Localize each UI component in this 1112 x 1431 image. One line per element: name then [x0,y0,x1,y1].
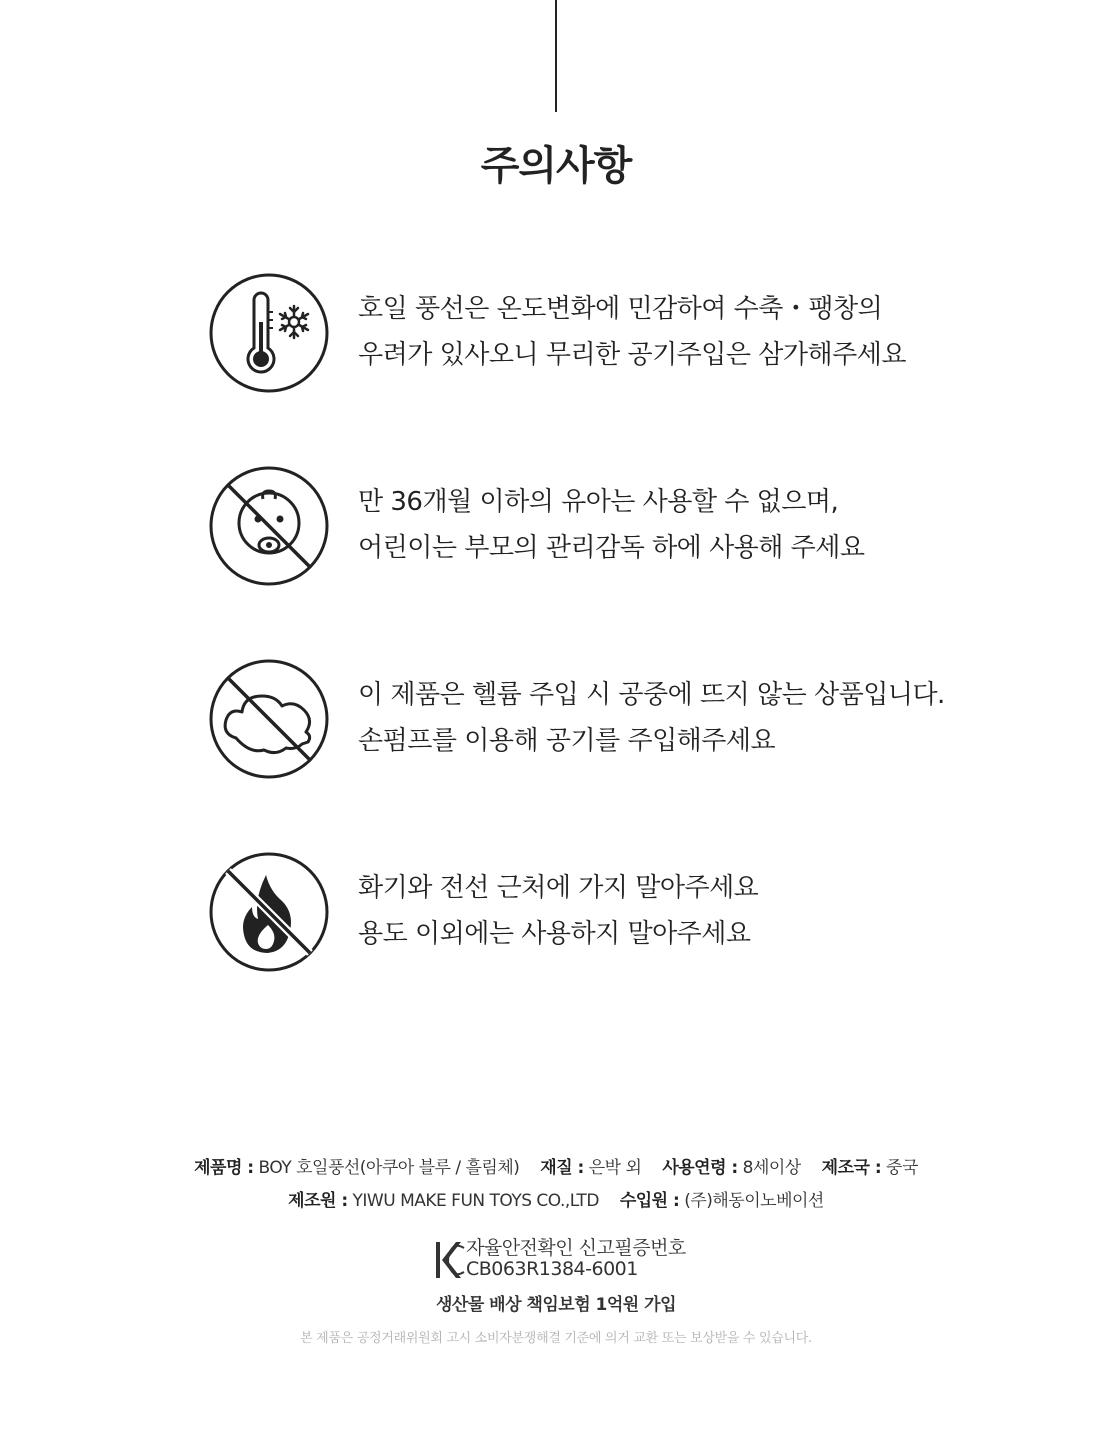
kc-mark-icon [434,1240,466,1280]
caution-line: 손펌프를 이용해 공기를 주입해주세요 [358,726,776,756]
spec-importer: 수입원 : (주)해동이노베이션 [619,1191,824,1211]
caution-line: 이 제품은 헬륨 주입 시 공중에 뜨지 않는 상품입니다. [358,680,945,710]
kc-number: CB063R1384-6001 [466,1258,638,1280]
thermometer-snowflake-icon [208,272,330,394]
product-specs [0,1152,1112,1218]
spec-country: 제조국 : 중국 [821,1158,918,1178]
spec-product-name: 제품명 : BOY 호일풍선(아쿠아 블루 / 흘림체) [194,1158,520,1178]
specs-row [0,1185,1112,1218]
caution-item-temperature [208,272,968,394]
caution-line: 용도 이외에는 사용하지 말아주세요 [358,919,751,949]
no-fire-icon [208,851,330,973]
spec-manufacturer: 제조원 : YIWU MAKE FUN TOYS CO.,LTD [288,1191,599,1211]
top-divider-line [555,0,557,112]
caution-line: 어린이는 부모의 관리감독 하에 사용해 주세요 [358,533,865,563]
page-title: 주의사항 [480,143,632,189]
caution-item-helium [208,658,968,780]
caution-line: 우려가 있사오니 무리한 공기주입은 삼가해주세요 [358,340,906,370]
caution-line: 만 36개월 이하의 유아는 사용할 수 없으며, [358,487,839,517]
specs-row [0,1152,1112,1185]
kc-label: 자율안전확인 신고필증번호 [466,1237,686,1259]
caution-line: 화기와 전선 근처에 가지 말아주세요 [358,873,759,903]
consumer-notice: 본 제품은 공정거래위원회 고시 소비자분쟁해결 기준에 의거 교환 또는 보상받을 수 있습니다. [300,1331,812,1346]
spec-age: 사용연령 : 8세이상 [662,1158,801,1178]
caution-line: 호일 풍선은 온도변화에 민감하여 수축・팽창의 [358,294,883,324]
no-baby-icon [208,465,330,587]
insurance-text: 생산물 배상 책임보험 1억원 가입 [436,1295,676,1315]
spec-material: 재질 : 은박 외 [540,1158,642,1178]
kc-certification [434,1238,694,1282]
caution-item-fire [208,851,968,973]
no-floating-cloud-icon [208,658,330,780]
caution-item-infant [208,465,968,587]
